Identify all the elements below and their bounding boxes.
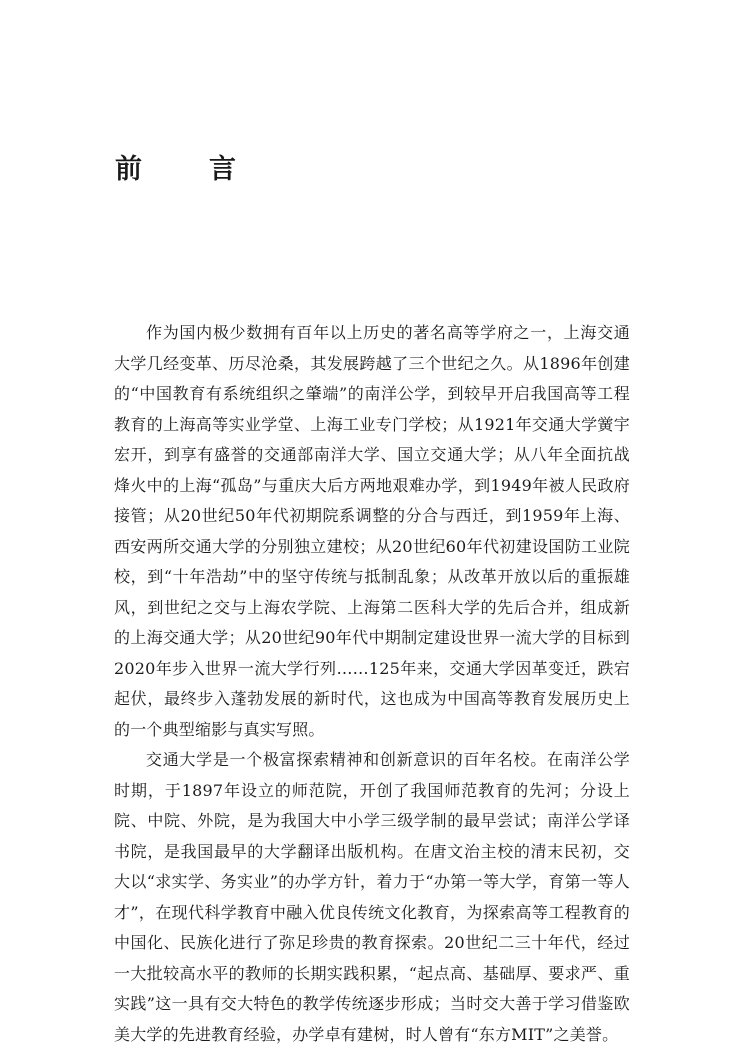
paragraph: 作为国内极少数拥有百年以上历史的著名高等学府之一，上海交通大学几经变革、历尽沧桑，其发展跨越了三个世纪之久。从1896年创建的“中国教育有系统组织之肇端”的南洋公学，到较早开启我国高等工程教育的上海高等实业学堂、上海工业专门学校；从1921年交通大学黉宇宏开，到享有盛誉的交通部南洋大学、国立交通大学；从八年全面抗战烽火中的上海“孤岛”与重庆大后方两地艰难办学，到1949年被人民政府接管；从20世纪50年代初期院系调整的分合与西迁，到1959年上海、西安两所交通大学的分别独立建校；从20世纪60年代初建设国防工业院校，到“十年浩劫”中的坚守传统与抵制乱象；从改革开放以后的重振雄风，到世纪之交与上海农学院、上海第二医科大学的先后合并，组成新的上海交通大学；从20世纪90年代中期制定建设世界一流大学的目标到2020年步入世界一流大学行列……125年来，交通大学因革变迁，跌宕起伏，最终步入蓬勃发展的新时代，这也成为中国高等教育发展历史上的一个典型缩影与真实写照。 bbox=[114, 323, 630, 739]
paragraph: 交通大学是一个极富探索精神和创新意识的百年名校。在南洋公学时期，于1897年设立的师范院，开创了我国师范教育的先河；分设上院、中院、外院，是为我国大中小学三级学制的最早尝试；南洋公学译书院，是我国最早的大学翻译出版机构。在唐文治主校的清末民初，交大以“求实学、务实业”的办学方针，着力于“办第一等大学，育第一等人才”，在现代科学教育中融入优良传统文化教育，为探索高等工程教育的中国化、民族化进行了弥足珍贵的教育探索。20世纪二三十年代，经过一大批较高水平的教师的长期实践积累，“起点高、基础厚、要求严、重实践”这一具有交大特色的教学传统逐步形成；当时交大善于学习借鉴欧美大学的先进教育经验，办学卓有建树，时人曾有“东方MIT”之美誉。 bbox=[114, 750, 630, 1044]
body-text bbox=[114, 318, 630, 1050]
chapter-heading: 前 言 bbox=[115, 154, 256, 185]
